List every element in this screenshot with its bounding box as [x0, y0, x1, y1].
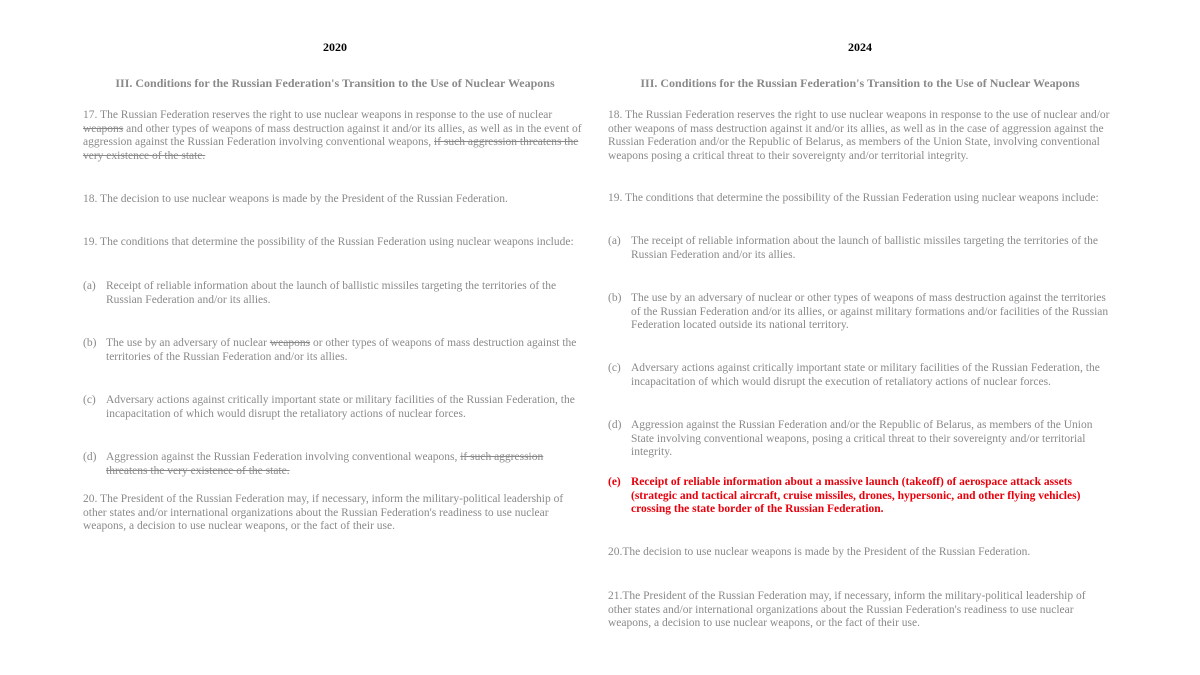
item-letter: (b)	[608, 292, 622, 304]
item-b-text-b: or other types of weapons of mass destruction against the territories of the Russian Federation and/or its allies.	[106, 337, 577, 363]
p17-struck-clause: if such aggression threatens the very existence of the state.	[83, 136, 579, 162]
item-letter: (a)	[83, 280, 96, 292]
item-text	[106, 451, 587, 478]
list-item-c-2020	[83, 394, 587, 421]
item-b-struck-weapons: weapons	[269, 337, 311, 349]
item-text: Adversary actions against critically important state or military facilities of the Russian Federation, the incapacitation of which would disrupt the execution of retaliatory actions of nuclear forces.	[631, 362, 1100, 388]
item-text: Aggression against the Russian Federation and/or the Republic of Belarus, as members of the Union State involving conventional weapons, posing a critical threat to their sovereignty and/or territorial integrity.	[631, 419, 1093, 459]
list-item-d-2024	[608, 419, 1112, 460]
list-item-a-2024	[608, 235, 1112, 262]
p17-text-b: and other types of weapons of mass destruction against it and/or its allies, as well as in the event of aggression against the Russian Federation involving conventional weapons,	[83, 122, 582, 149]
paragraph-19-2024: 19. The conditions that determine the possibility of the Russian Federation using nuclear weapons include:	[608, 192, 1099, 204]
list-item-d-2020	[83, 451, 587, 478]
year-heading-2024: 2024	[848, 40, 872, 54]
column-2020	[83, 0, 587, 675]
p17-struck-weapons: weapons	[83, 122, 124, 135]
item-letter: (b)	[83, 337, 97, 349]
item-text	[106, 337, 587, 364]
item-text: Receipt of reliable information about a massive launch (takeoff) of aerospace attack assets (strategic and tactical aircraft, cruise missiles, drones, hypersonic, and other flying vehicles) crossing the state border of the Russian Federation.	[631, 476, 1081, 516]
item-text: The use by an adversary of nuclear or other types of weapons of mass destruction against the territories of the Russian Federation and/or its allies, or against military formations and/or facilities of the Russian Federation located outside its national territory.	[631, 292, 1109, 332]
item-text: Receipt of reliable information about the launch of ballistic missiles targeting the territories of the Russian Federation and/or its allies.	[106, 280, 557, 306]
item-d-struck-clause: if such aggression threatens the very existence of the state.	[106, 451, 544, 477]
item-letter: (e)	[608, 476, 621, 488]
list-item-e-2024-new	[608, 476, 1112, 517]
paragraph-18-2024: 18. The Russian Federation reserves the right to use nuclear weapons in response to the use of nuclear and/or other weapons of mass destruction against it and/or its allies, as well as in the case of aggression against the Russian Federation and/or the Republic of Belarus, as members of the Union State, involving conventional weapons posing a critical threat to their sovereignty and/or territorial integrity.	[608, 109, 1110, 162]
item-letter: (c)	[608, 362, 621, 374]
list-item-a-2020	[83, 280, 587, 307]
list-item-c-2024	[608, 362, 1112, 389]
paragraph-17-2020	[83, 109, 587, 163]
item-letter: (c)	[83, 394, 96, 406]
p17-text-a: 17. The Russian Federation reserves the right to use nuclear weapons in response to the use of nuclear	[83, 109, 553, 121]
item-text: The receipt of reliable information about the launch of ballistic missiles targeting the territories of the Russian Federation and/or its allies.	[631, 235, 1098, 261]
item-letter: (d)	[608, 419, 622, 431]
column-2024	[608, 0, 1112, 675]
item-d-text: Aggression against the Russian Federation involving conventional weapons,	[106, 451, 461, 463]
paragraph-21-2024: 21.The President of the Russian Federation may, if necessary, inform the military-political leadership of other states and/or international organizations about the Russian Federation's readiness to use nuclear weapons, a decision to use nuclear weapons, or the fact of their use.	[608, 590, 1086, 630]
section-title-2024: III. Conditions for the Russian Federation's Transition to the Use of Nuclear Weapons	[640, 76, 1080, 90]
paragraph-19-2020: 19. The conditions that determine the possibility of the Russian Federation using nuclear weapons include:	[83, 236, 574, 248]
paragraph-20-2020: 20. The President of the Russian Federation may, if necessary, inform the military-political leadership of other states and/or international organizations about the Russian Federation's readiness to use nuclear weapons, a decision to use nuclear weapons, or the fact of their use.	[83, 493, 564, 533]
list-item-b-2024	[608, 292, 1112, 333]
paragraph-18-2020: 18. The decision to use nuclear weapons is made by the President of the Russian Federation.	[83, 193, 508, 205]
item-letter: (a)	[608, 235, 621, 247]
list-item-b-2020	[83, 337, 587, 364]
year-heading-2020: 2020	[323, 40, 347, 54]
section-title-2020: III. Conditions for the Russian Federation's Transition to the Use of Nuclear Weapons	[115, 76, 555, 90]
item-letter: (d)	[83, 451, 97, 463]
item-text: Adversary actions against critically important state or military facilities of the Russian Federation, the incapacitation of which would disrupt the retaliatory actions of nuclear forces.	[106, 394, 575, 420]
paragraph-20-2024: 20.The decision to use nuclear weapons is made by the President of the Russian Federation.	[608, 546, 1031, 558]
item-b-text-a: The use by an adversary of nuclear	[106, 337, 270, 349]
